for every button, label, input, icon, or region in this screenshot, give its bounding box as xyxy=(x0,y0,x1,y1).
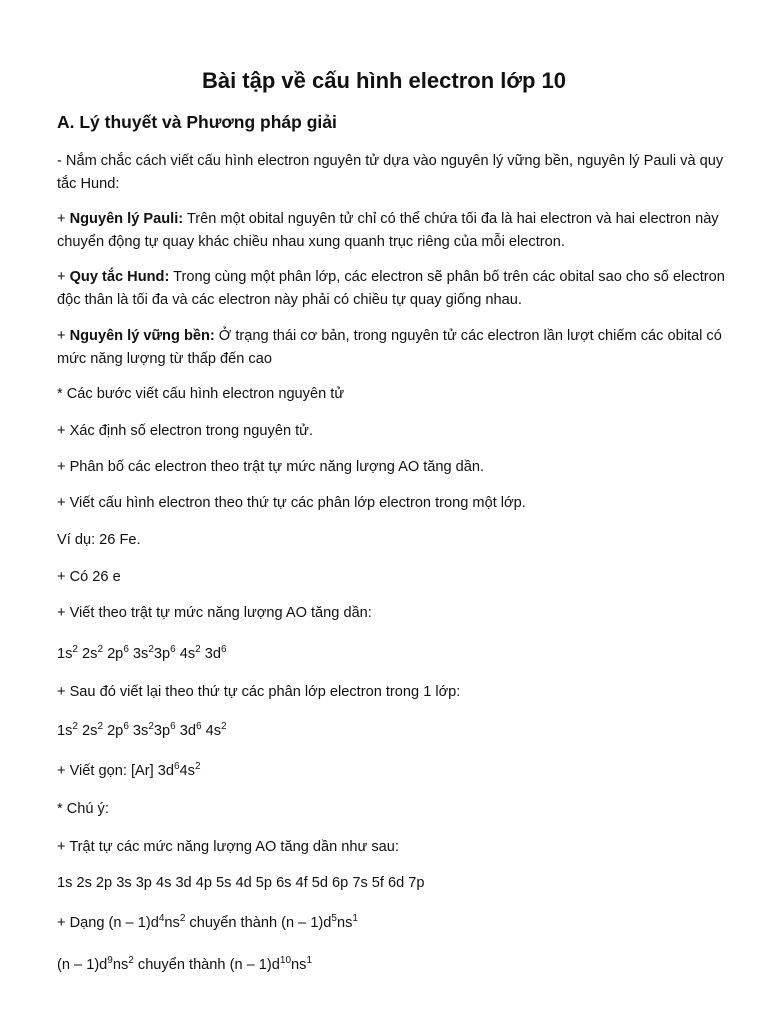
formula-text: 4s xyxy=(179,763,195,779)
formula-text: ns xyxy=(112,957,129,973)
formula-superscript: 2 xyxy=(148,721,154,732)
formula-text: 3s xyxy=(128,646,149,662)
example-order-label: + Viết theo trật tự mức năng lượng AO tăng dần: xyxy=(57,605,372,621)
formula-text: ns xyxy=(164,915,180,931)
bullet-prefix: + xyxy=(57,269,70,285)
rewrite-label: + Sau đó viết lại theo thứ tự các phân lớp electron trong 1 lớp: xyxy=(57,684,461,700)
exception-rule-2 xyxy=(57,954,727,979)
formula-text: chuyển thành (n – 1)d xyxy=(133,957,280,973)
pauli-term: Nguyên lý Pauli: xyxy=(69,211,184,227)
formula-text: chuyển thành (n – 1)d xyxy=(185,915,332,931)
formula-text: + Viết gọn: [Ar] 3d xyxy=(57,763,174,779)
formula-superscript: 6 xyxy=(123,721,129,732)
hund-paragraph xyxy=(57,266,727,311)
formula-superscript: 6 xyxy=(196,721,202,732)
step-3: + Viết cấu hình electron theo thứ tự các phân lớp electron trong một lớp. xyxy=(57,495,526,511)
formula-superscript: 2 xyxy=(221,721,227,732)
stability-paragraph xyxy=(57,325,727,370)
hund-term: Quy tắc Hund: xyxy=(69,269,170,285)
formula-superscript: 2 xyxy=(195,644,201,655)
config-layer-order xyxy=(57,720,727,745)
formula-superscript: 6 xyxy=(173,761,180,772)
steps-heading: * Các bước viết cấu hình electron nguyên tử xyxy=(57,386,345,402)
formula-text: 3p xyxy=(153,646,171,662)
formula-text: 3d xyxy=(175,723,196,739)
bullet-prefix: + xyxy=(57,328,70,344)
order-sequence: 1s 2s 2p 3s 3p 4s 3d 4p 5s 4d 5p 6s 4f 5d 6p 7s 5f 6d 7p xyxy=(57,875,425,891)
formula-text: 2p xyxy=(103,646,124,662)
step-1: + Xác định số electron trong nguyên tử. xyxy=(57,423,313,439)
config-energy-order xyxy=(57,643,727,668)
formula-superscript: 9 xyxy=(107,955,113,966)
formula-superscript: 1 xyxy=(352,913,358,924)
formula-superscript: 2 xyxy=(128,955,134,966)
formula-superscript: 4 xyxy=(158,913,165,924)
note-heading: * Chú ý: xyxy=(57,801,109,817)
formula-superscript: 2 xyxy=(72,721,78,732)
section-heading: A. Lý thuyết và Phương pháp giải xyxy=(57,112,337,132)
example-electron-count: + Có 26 e xyxy=(57,569,121,585)
bullet-prefix: + xyxy=(57,211,70,227)
exception-rule-1 xyxy=(57,912,727,937)
formula-text: 2p xyxy=(103,723,124,739)
formula-superscript: 6 xyxy=(170,721,176,732)
formula-text: 4s xyxy=(201,723,222,739)
formula-superscript: 10 xyxy=(279,955,292,966)
formula-text: 3d xyxy=(200,646,222,662)
page-title: Bài tập về cấu hình electron lớp 10 xyxy=(201,68,567,93)
formula-text: 2s xyxy=(77,646,98,662)
formula-superscript: 2 xyxy=(97,644,104,655)
formula-superscript: 1 xyxy=(306,955,312,966)
formula-superscript: 6 xyxy=(170,644,176,655)
pauli-paragraph xyxy=(57,208,727,253)
formula-superscript: 2 xyxy=(148,644,154,655)
formula-text: 1s xyxy=(57,723,73,739)
formula-text: 3p xyxy=(153,723,171,739)
short-form-config xyxy=(57,760,727,785)
formula-text: 2s xyxy=(77,723,98,739)
formula-text: 4s xyxy=(175,646,196,662)
formula-superscript: 6 xyxy=(221,644,227,655)
formula-text: 3s xyxy=(128,723,149,739)
stability-text: Ở trạng thái cơ bản, trong nguyên tử các electron lần lượt chiếm các obital có mức năng lượng từ thấp đến cao xyxy=(57,328,722,367)
formula-superscript: 2 xyxy=(97,721,104,732)
formula-superscript: 2 xyxy=(179,913,186,924)
formula-text: ns xyxy=(291,957,307,973)
formula-superscript: 2 xyxy=(194,761,201,772)
step-2: + Phân bố các electron theo trật tự mức năng lượng AO tăng dần. xyxy=(57,459,485,475)
formula-superscript: 5 xyxy=(331,913,337,924)
formula-superscript: 2 xyxy=(72,644,78,655)
example-heading: Ví dụ: 26 Fe. xyxy=(57,532,141,548)
pauli-text: Trên một obital nguyên tử chỉ có thể chứa tối đa là hai electron và hai electron này chuyển động tự quay khác chiều nhau xung quanh trục riêng của mỗi electron. xyxy=(57,211,719,250)
formula-text: (n – 1)d xyxy=(57,957,108,973)
formula-text: + Dạng (n – 1)d xyxy=(57,915,159,931)
stability-term: Nguyên lý vững bền: xyxy=(69,328,215,344)
formula-text: ns xyxy=(336,915,353,931)
formula-text: 1s xyxy=(57,646,73,662)
intro-paragraph: - Nắm chắc cách viết cấu hình electron nguyên tử dựa vào nguyên lý vững bền, nguyên lý Pauli và quy tắc Hund: xyxy=(57,153,724,192)
order-label: + Trật tự các mức năng lượng AO tăng dần như sau: xyxy=(57,839,399,855)
hund-text: Trong cùng một phân lớp, các electron sẽ phân bố trên các obital sao cho số electron độc thân là tối đa và các electron này phải có chiều tự quay giống nhau. xyxy=(57,269,725,308)
formula-superscript: 6 xyxy=(123,644,129,655)
